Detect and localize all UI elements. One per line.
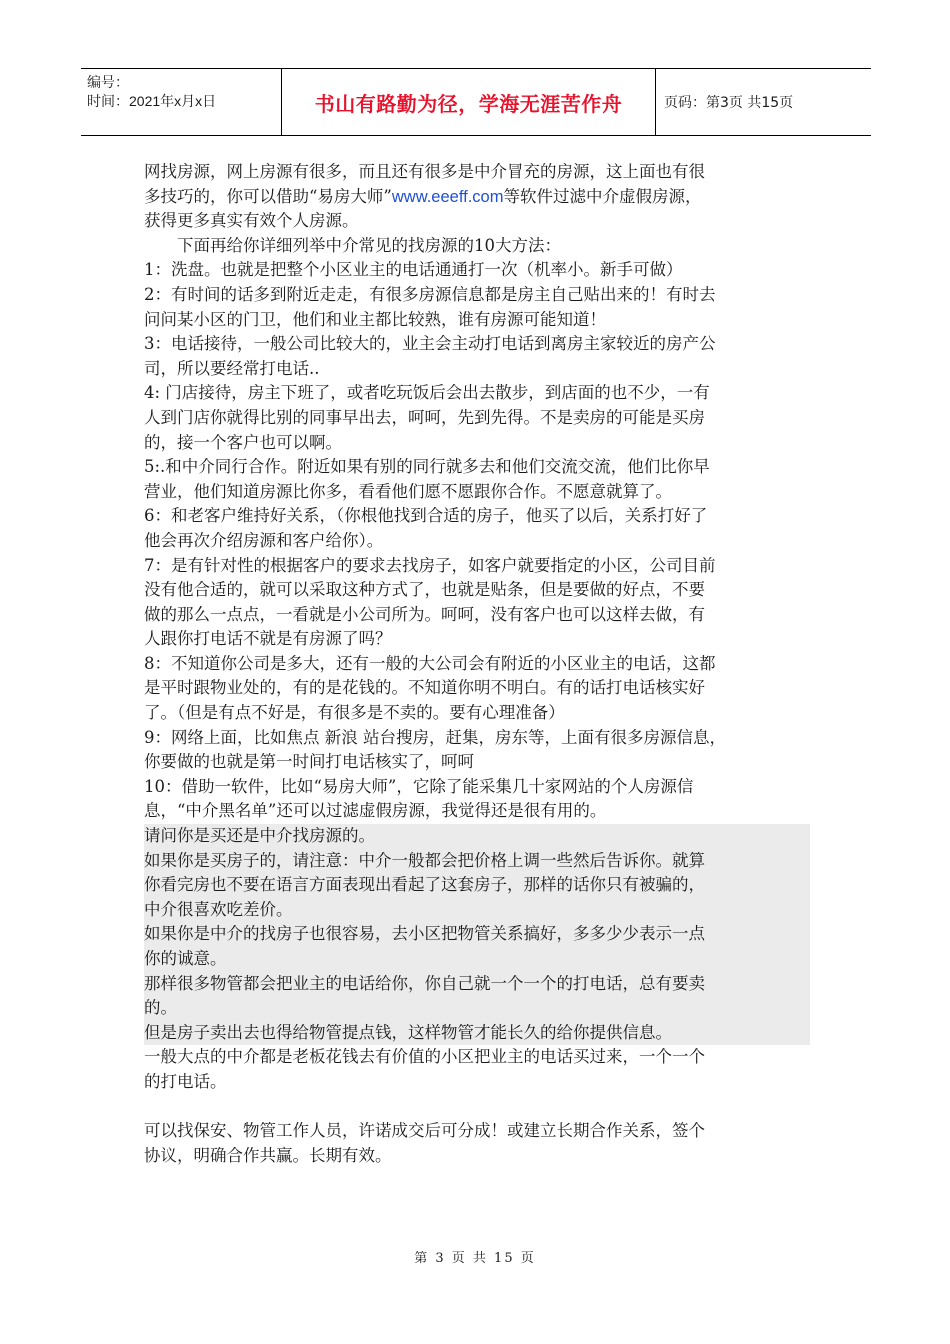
method-line: 司，所以要经常打电话.. [144,358,320,378]
method-line: 3：电话接待，一般公司比较大的，业主会主动打电话到离房主家较近的房产公 [144,334,716,354]
method-line: 是平时跟物业处的，有的是花钱的。不知道你明不明白。有的话打电话核实好 [144,678,705,698]
method-item [144,283,814,332]
closing-line: 的打电话。 [144,1071,227,1091]
intro-text: 等软件过滤中介虚假房源， [503,186,702,206]
method-line: 没有他合适的，就可以采取这种方式了，也就是贴条，但是要做的好点，不要 [144,580,705,600]
method-line: 人跟你打电话不就是有房源了吗？ [144,629,392,649]
blank-line [144,1095,814,1120]
method-item [144,554,814,652]
time-label: 时间：2021年x月x日 [87,93,217,109]
method-line: 了。（但是有点不好是，有很多是不卖的。要有心理准备） [144,703,565,723]
method-item [144,726,814,775]
method-line: 做的那么一点点，一看就是小公司所为。呵呵，没有客户也可以这样去做，有 [144,604,705,624]
method-item [144,258,814,283]
method-line: 8：不知道你公司是多大，还有一般的大公司会有附近的小区业主的电话，这都 [144,653,716,673]
document-body [144,160,814,1168]
shaded-line: 请问你是买还是中介找房源的。 [144,826,375,846]
shaded-line: 的。 [144,998,177,1018]
shaded-line: 你看完房也不要在语言方面表现出看起了这套房子，那样的话你只有被骗的， [144,875,705,895]
shaded-line: 那样很多物管都会把业主的电话给你，你自己就一个一个的打电话，总有要卖 [144,973,705,993]
method-line: 9：网络上面，比如焦点 新浪 站台搜房，赶集，房东等，上面有很多房源信息， [144,727,726,747]
method-line: 的，接一个客户也可以啊。 [144,432,342,452]
closing-line: 可以找保安、物管工作人员，许诺成交后可分成！或建立长期合作关系，签个 [144,1121,705,1141]
method-line: 6：和老客户维持好关系，（你根他找到合适的房子，他买了以后，关系打好了 [144,506,708,526]
intro-line: 网找房源，网上房源有很多，而且还有很多是中介冒充的房源，这上面也有很 [144,162,705,181]
method-line: 息，“中介黑名单”还可以过滤虚假房源，我觉得还是很有用的。 [144,801,607,821]
shaded-quote-block [144,824,810,1045]
header-meta [81,69,282,135]
method-line: 人到门店你就得比别的同事早出去，呵呵，先到先得。不是卖房的可能是买房 [144,407,705,427]
method-item [144,381,814,455]
method-item [144,332,814,381]
method-line: 2：有时间的话多到附近走走，有很多房源信息都是房主自己贴出来的！有时去 [144,284,716,304]
method-item [144,652,814,726]
methods-title: 下面再给你详细列举中介常见的找房源的10大方法： [177,235,561,255]
intro-text: 多技巧的，你可以借助“易房大师” [144,186,392,206]
method-line: 他会再次介绍房源和客户给你）。 [144,530,384,550]
closing-line: 一般大点的中介都是老板花钱去有价值的小区把业主的电话买过来，一个一个 [144,1047,705,1067]
website-link[interactable]: www.eeeff.com [391,187,504,206]
header-page-info: 页码：第3页 共15页 [664,95,794,111]
method-line: 4: 门店接待，房主下班了，或者吃玩饭后会出去散步，到店面的也不少，一有 [144,383,710,403]
page-header [81,68,871,136]
closing-line: 协议，明确合作共赢。长期有效。 [144,1145,392,1165]
intro-line: 获得更多真实有效个人房源。 [144,211,359,231]
intro-line [144,185,814,210]
header-motto: 书山有路勤为径，学海无涯苦作舟 [282,69,656,135]
method-line: 营业，他们知道房源比你多，看看他们愿不愿跟你合作。不愿意就算了。 [144,481,672,501]
page-footer: 第 3 页 共 15 页 [414,1251,536,1266]
method-line: 5:.和中介同行合作。附近如果有别的同行就多去和他们交流交流，他们比你早 [144,457,710,477]
number-label: 编号： [87,74,129,90]
method-item [144,455,814,504]
shaded-line: 如果你是买房子的，请注意：中介一般都会把价格上调一些然后告诉你。就算 [144,850,705,870]
method-line: 问问某小区的门卫，他们和业主都比较熟，谁有房源可能知道！ [144,309,606,329]
method-line: 你要做的也就是第一时间打电话核实了，呵呵 [144,752,474,772]
method-item [144,775,814,824]
shaded-line: 如果你是中介的找房子也很容易，去小区把物管关系搞好，多多少少表示一点 [144,924,705,944]
method-line: 10：借助一软件，比如“易房大师”，它除了能采集几十家网站的个人房源信 [144,776,694,796]
shaded-line: 中介很喜欢吃差价。 [144,899,293,919]
method-line: 1：洗盘。也就是把整个小区业主的电话通通打一次（机率小。新手可做） [144,260,683,280]
shaded-line: 你的诚意。 [144,949,227,968]
shaded-line: 但是房子卖出去也得给物管提点钱，这样物管才能长久的给你提供信息。 [144,1022,672,1042]
method-item [144,504,814,553]
method-line: 7：是有针对性的根据客户的要求去找房子，如客户就要指定的小区，公司目前 [144,555,716,575]
